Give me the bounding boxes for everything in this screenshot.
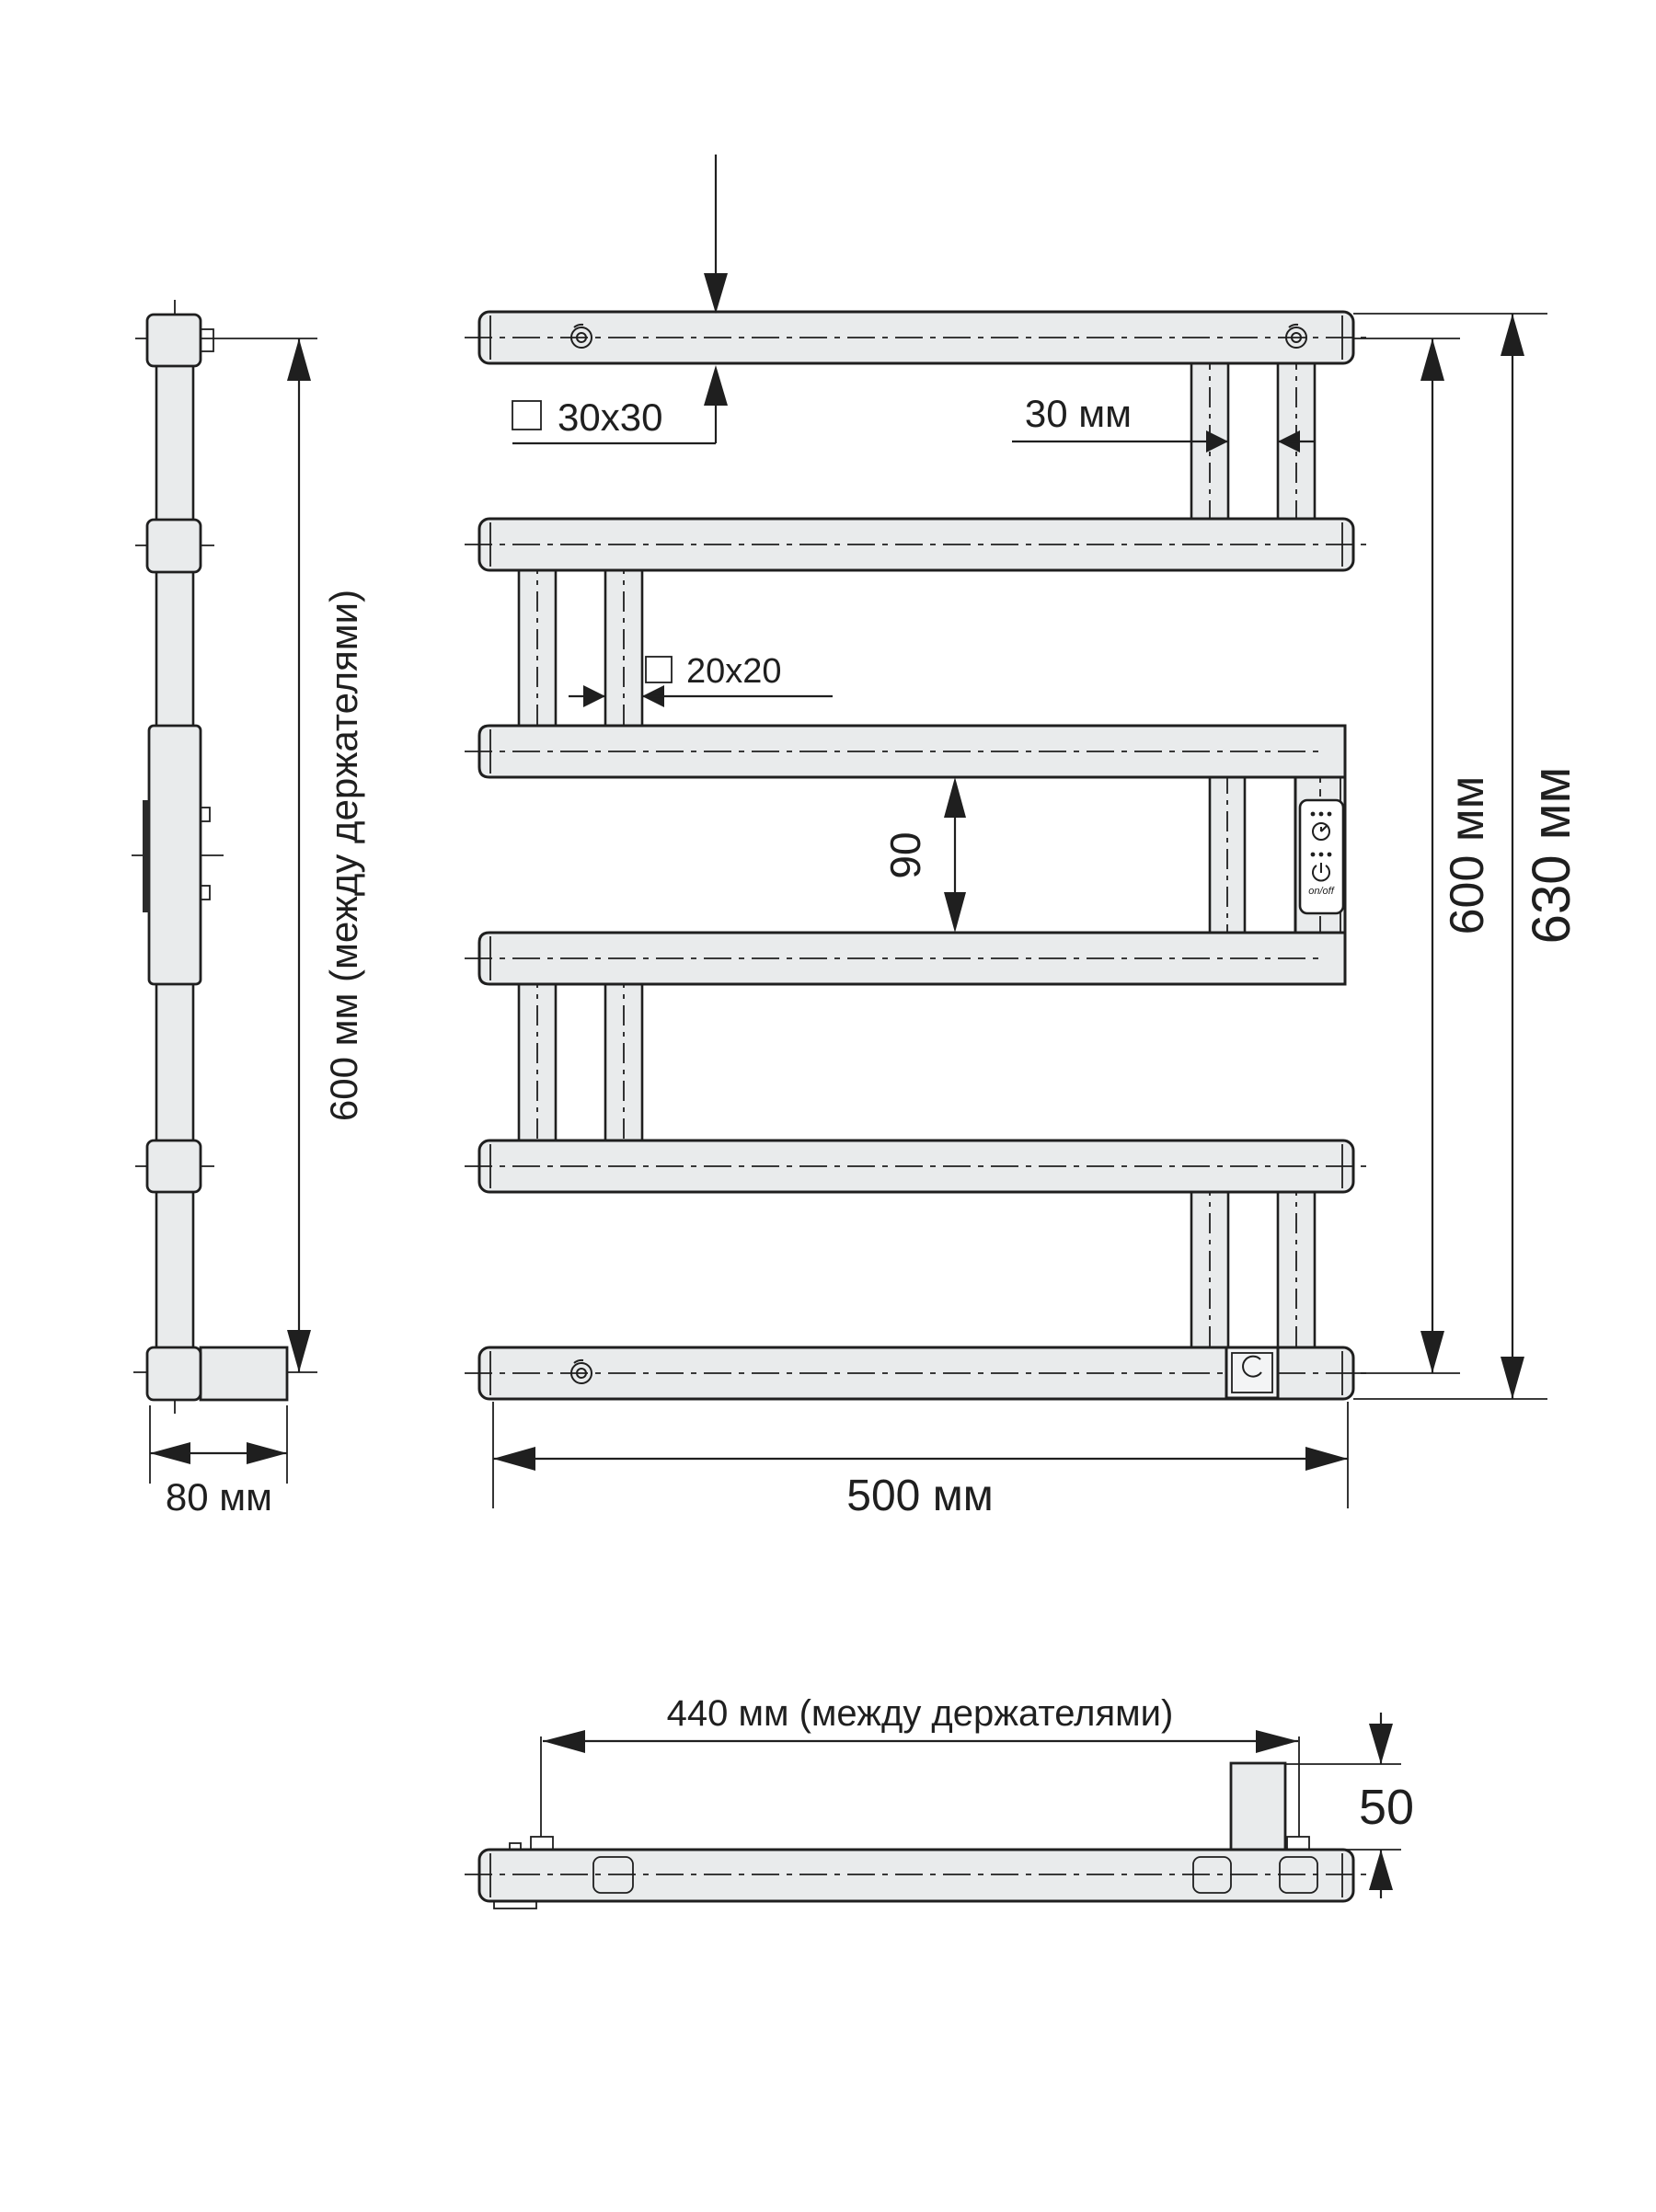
label-90: 90 <box>881 831 929 879</box>
side-controller-profile <box>143 800 150 912</box>
tube-pair-right-bottom <box>1191 1175 1315 1363</box>
label-600mm-between-holders: 600 мм (между держателями) <box>322 589 365 1122</box>
label-80mm: 80 мм <box>165 1475 273 1519</box>
towel-bar-3 <box>465 726 1345 777</box>
label-600mm: 600 мм <box>1441 775 1494 935</box>
callout-30x30 <box>512 365 728 443</box>
label-630mm: 630 мм <box>1522 766 1581 945</box>
side-bar5-block <box>147 1140 201 1192</box>
tube-pair-left-top <box>519 554 642 741</box>
bottom-holder-right <box>1287 1837 1309 1850</box>
side-bar2-block <box>147 520 201 572</box>
arrow-top-reference <box>704 155 728 314</box>
dim-side-600 <box>287 338 365 1372</box>
label-500mm: 500 мм <box>846 1472 994 1520</box>
timer-dots <box>1311 812 1332 817</box>
towel-bar-1 <box>465 312 1369 363</box>
side-bump-top <box>201 808 210 821</box>
dim-600mm <box>1353 338 1494 1373</box>
side-bottom-foot <box>201 1347 287 1400</box>
side-collector-housing <box>149 726 201 984</box>
label-20x20: 20x20 <box>686 652 782 691</box>
square-profile-symbol <box>512 401 541 430</box>
bottom-heater-housing <box>1231 1763 1285 1851</box>
dim-30mm <box>1012 392 1316 453</box>
label-on-off: on/off <box>1308 886 1334 897</box>
side-bump-bottom <box>201 886 210 900</box>
side-top-holder <box>147 315 201 366</box>
heater-gland <box>1226 1347 1278 1398</box>
label-30x30: 30x30 <box>558 395 663 439</box>
square-profile-symbol-small <box>646 657 672 682</box>
label-440mm: 440 мм (между держателями) <box>666 1693 1174 1734</box>
towel-bar-5 <box>465 1140 1369 1192</box>
side-top-holder-screw <box>201 329 213 351</box>
dim-90 <box>881 777 966 933</box>
power-dots <box>1311 853 1332 857</box>
side-view <box>132 300 365 1519</box>
bottom-holder-left <box>531 1837 553 1850</box>
label-30mm: 30 мм <box>1024 392 1133 435</box>
towel-bar-4 <box>465 933 1345 984</box>
front-view <box>465 155 1581 1520</box>
tube-pair-left-bottom <box>519 968 642 1157</box>
bottom-view <box>465 1693 1414 1908</box>
side-bottom-holder <box>147 1347 201 1400</box>
dim-440mm <box>541 1693 1299 1837</box>
dim-500mm <box>493 1402 1348 1520</box>
controller-panel <box>1300 800 1343 913</box>
dim-side-80 <box>150 1405 287 1519</box>
towel-bar-2 <box>465 519 1369 570</box>
label-50: 50 <box>1358 1780 1415 1835</box>
